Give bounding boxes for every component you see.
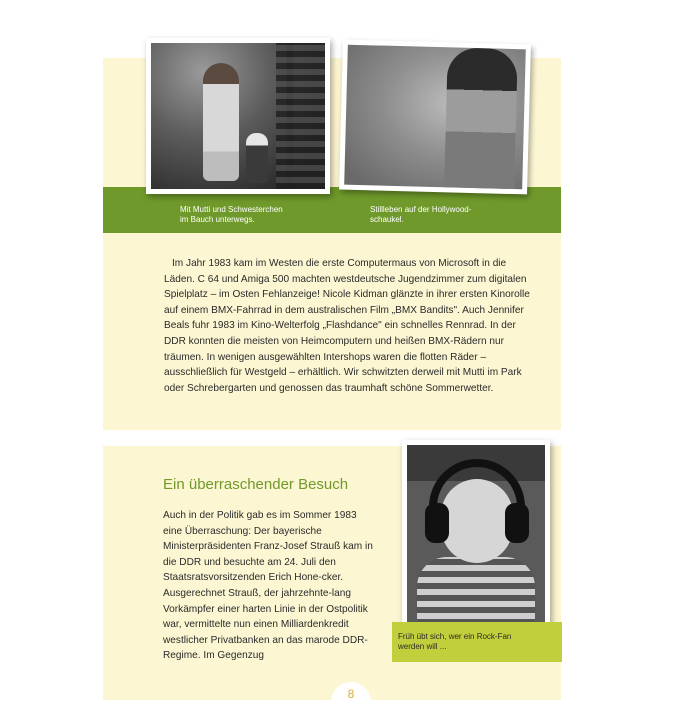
caption-photo2: Stillleben auf der Hollywood- schaukel. (370, 205, 472, 224)
page-number-badge (331, 682, 371, 722)
section-heading: Ein überraschender Besuch (163, 476, 349, 493)
page-number: 8 (347, 687, 355, 701)
photo-image (407, 445, 545, 625)
section-paragraph: Auch in der Politik gab es im Sommer 1983 eine Überraschung: Der bayerische Ministerpräsidenten Franz-Josef Strauß kam in die DDR und besuchte am 24. Juli den Staatsratsvorsitzenden Erich Hone-cker. Ausgerechnet Strauß, der jahrzehnte-lang Vorkämpfer einer harten Linie in der Ostpolitik war, vermittelte nun einen Milliardenkredit westlicher Privatbanken an das marode DDR-Regime. Im Gegenzug (163, 510, 373, 662)
photo-figure-child (246, 133, 268, 183)
photo-figure-mother (203, 63, 239, 181)
photo-fence (276, 43, 325, 189)
photo-image (344, 45, 526, 190)
headphone-ear-right (505, 503, 529, 543)
caption-photo1: Mit Mutti und Schwesterchen im Bauch unterwegs. (180, 205, 283, 224)
photo-shirt (417, 557, 535, 625)
caption-photo3: Früh übt sich, wer ein Rock-Fan werden will ... (398, 632, 512, 651)
photo-child-headphones (402, 440, 550, 630)
photo-hollywood-swing (339, 40, 531, 195)
intro-paragraph: Im Jahr 1983 kam im Westen die erste Computermaus von Microsoft in die Läden. C 64 und Amiga 500 machten westdeutsche Jugendzimmer zum digitalen Spielplatz – im Osten Fehlanzeige! Nicole Kidman glänzte in ihrer ersten Kinorolle auf einem BMX-Fahrrad in dem australischen Film „BMX Bandits". Auch Jennifer Beals fuhr 1983 im Kino-Welterfolg „Flashdance" ein schnelles Rennrad. In der DDR konnten die meisten von Heimcomputern und heißen BMX-Rädern nur träumen. In wenigen ausgewählten Intershops waren die flotten Räder – ausschließlich für Westgeld – erhältlich. Wir schwitzten derweil mit Mutti im Park oder Schrebergarten und genossen das traumhaft schöne Sommerwetter. (164, 258, 530, 394)
photo-figure-child (363, 55, 413, 148)
photo-image (151, 43, 325, 189)
photo-mother-child-walking (146, 38, 330, 194)
headphone-ear-left (425, 503, 449, 543)
photo-figure-mother (444, 47, 518, 189)
